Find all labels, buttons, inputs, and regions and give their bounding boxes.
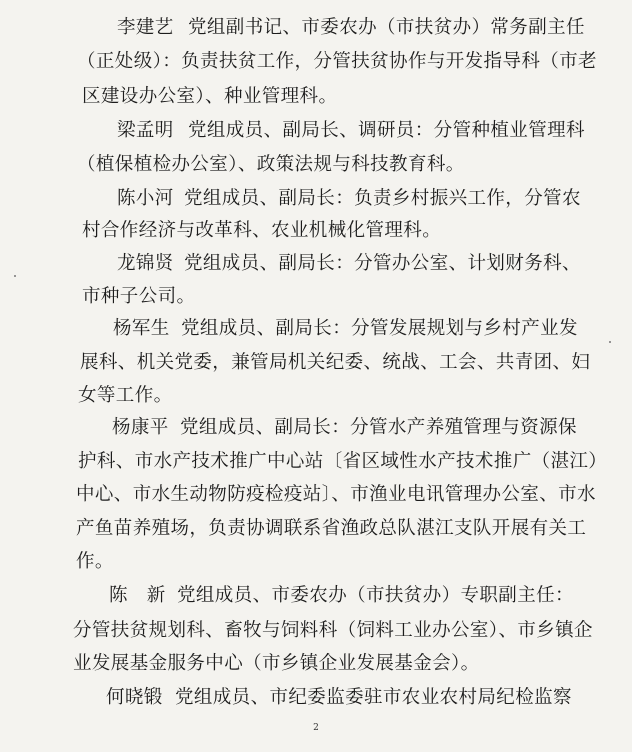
official-name: 龙锦贤 (117, 253, 174, 274)
official-name: 陈小河 (117, 188, 174, 209)
duties-continuation: 业发展基金服务中心（市乡镇企业发展基金会）。 (73, 653, 480, 674)
text-line (0, 313, 632, 345)
duties-continuation: 展科、机关党委，兼管局机关纪委、统战、工会、共青团、妇 (80, 352, 591, 373)
official-duties: 党组成员、市纪委监委驻市农业农村局纪检监察 (175, 687, 572, 708)
official-name: 杨康平 (112, 417, 169, 438)
official-name: 陈 新 (109, 585, 166, 606)
official-name: 杨军生 (113, 318, 170, 339)
official-duties: 党组成员、市委农办（市扶贫办）专职副主任： (177, 585, 574, 606)
duties-continuation: （植保植检办公室）、政策法规与科技教育科。 (77, 154, 465, 175)
official-duties: 党组成员、副局长：分管水产养殖管理与资源保 (180, 417, 577, 438)
official-duties: 党组副书记、市委农办（市扶贫办）常务副主任 (188, 17, 585, 38)
text-line (0, 682, 632, 714)
official-duties: 党组成员、副局长、调研员：分管种植业管理科 (188, 120, 585, 141)
official-name: 李建艺 (117, 17, 174, 38)
text-line (0, 479, 632, 511)
text-line (0, 115, 632, 147)
text-line (0, 347, 632, 379)
duties-continuation: 作。 (76, 551, 114, 572)
text-line (0, 580, 632, 612)
page-number: 2 (313, 723, 319, 733)
text-line (0, 412, 632, 444)
duties-continuation: 分管扶贫规划科、畜牧与饲料科（饲料工业办公室）、市乡镇企 (73, 620, 593, 641)
official-name: 何晓锻 (106, 687, 163, 708)
duties-continuation: 区建设办公室）、种业管理科。 (82, 86, 338, 107)
text-line (0, 648, 632, 680)
text-line (0, 546, 632, 578)
duties-continuation: 产鱼苗养殖场，负责协调联系省渔政总队湛江支队开展有关工 (76, 518, 587, 539)
text-line (0, 215, 632, 247)
text-line (0, 615, 632, 647)
duties-continuation: 中心、市水生动物防疫检疫站〕、市渔业电讯管理办公室、市水 (76, 484, 596, 505)
text-line (0, 149, 632, 181)
official-duties: 党组成员、副局长：分管办公室、计划财务科、 (184, 253, 581, 274)
text-line (0, 446, 632, 478)
official-duties: 党组成员、副局长：分管发展规划与乡村产业发 (181, 318, 578, 339)
official-name: 梁孟明 (117, 120, 174, 141)
text-line (0, 183, 632, 215)
official-duties: 党组成员、副局长：负责乡村振兴工作，分管农 (184, 188, 581, 209)
duties-continuation: 女等工作。 (78, 385, 173, 406)
text-line (0, 380, 632, 412)
scan-speck (14, 275, 16, 277)
duties-continuation: 村合作经济与改革科、农业机械化管理科。 (82, 220, 442, 241)
scan-speck (609, 341, 611, 343)
text-line (0, 12, 632, 44)
duties-continuation: 护科、市水产技术推广中心站〔省区域性水产技术推广（湛江） (78, 451, 608, 472)
text-line (0, 281, 632, 313)
duties-continuation: （正处级）：负责扶贫工作，分管扶贫协作与开发指导科（市老 (77, 51, 597, 72)
duties-continuation: 市种子公司。 (82, 286, 196, 307)
text-line (0, 513, 632, 545)
text-line (0, 81, 632, 113)
text-line (0, 46, 632, 78)
text-line (0, 248, 632, 280)
